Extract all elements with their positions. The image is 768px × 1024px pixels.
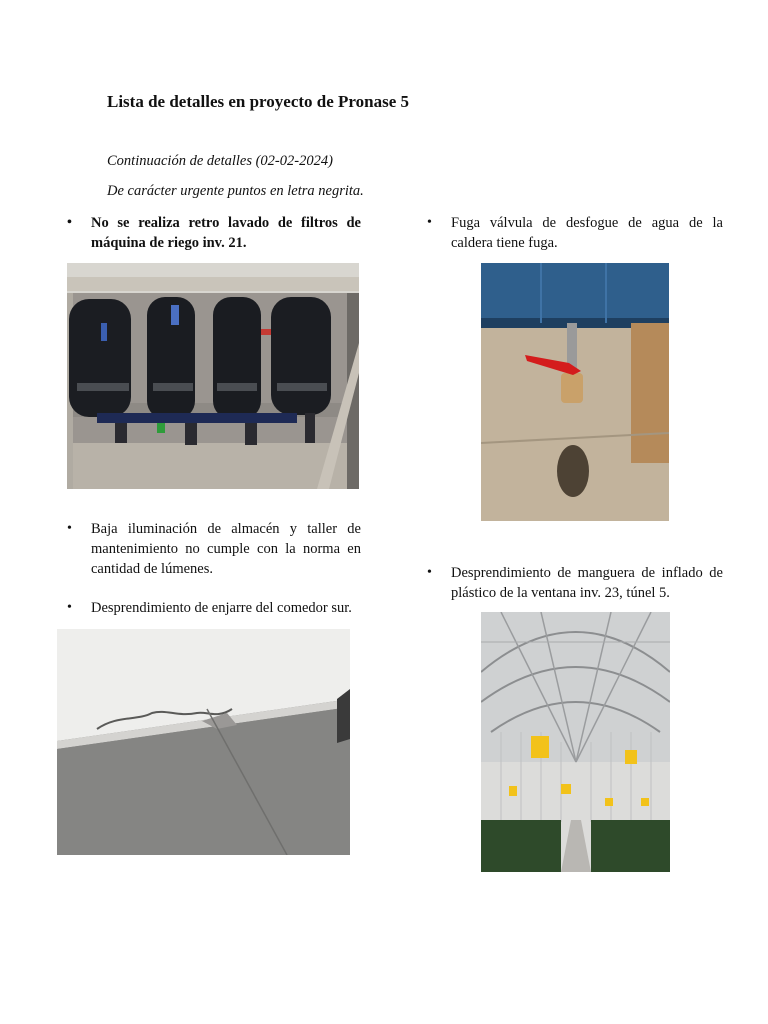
- list-item-text: No se realiza retro lavado de filtros de máquina de riego inv. 21.: [91, 215, 361, 251]
- list-item-text: Desprendimiento de enjarre del comedor sur.: [91, 600, 352, 616]
- document-subtitle-note: De carácter urgente puntos en letra negrita.: [107, 183, 364, 199]
- list-item-hose-detachment: [427, 563, 723, 603]
- document-subtitle-date: Continuación de detalles (02-02-2024): [107, 153, 333, 169]
- photo-dining-wall-plaster: [57, 629, 350, 855]
- list-item-text: Baja iluminación de almacén y taller de mantenimiento no cumple con la norma en cantidad de lúmenes.: [91, 521, 361, 577]
- photo-boiler-valve: [481, 263, 669, 521]
- list-item-text: Fuga válvula de desfogue de agua de la caldera tiene fuga.: [451, 215, 723, 251]
- bullet-icon: •: [427, 565, 432, 580]
- bullet-icon: •: [67, 600, 72, 615]
- list-item-valve-leak: [427, 213, 723, 253]
- bullet-icon: •: [67, 215, 72, 230]
- photo-greenhouse-tunnel: [481, 612, 670, 872]
- bullet-icon: •: [67, 521, 72, 536]
- list-item-filter-backwash: [67, 213, 361, 253]
- bullet-icon: •: [427, 215, 432, 230]
- list-item-text: Desprendimiento de manguera de inflado de plástico de la ventana inv. 23, túnel 5.: [451, 565, 723, 601]
- document-title: Lista de detalles en proyecto de Pronase 5: [107, 92, 410, 111]
- list-item-plaster-detachment: [67, 598, 361, 618]
- photo-irrigation-filters: [67, 263, 359, 489]
- list-item-low-lighting: [67, 519, 361, 579]
